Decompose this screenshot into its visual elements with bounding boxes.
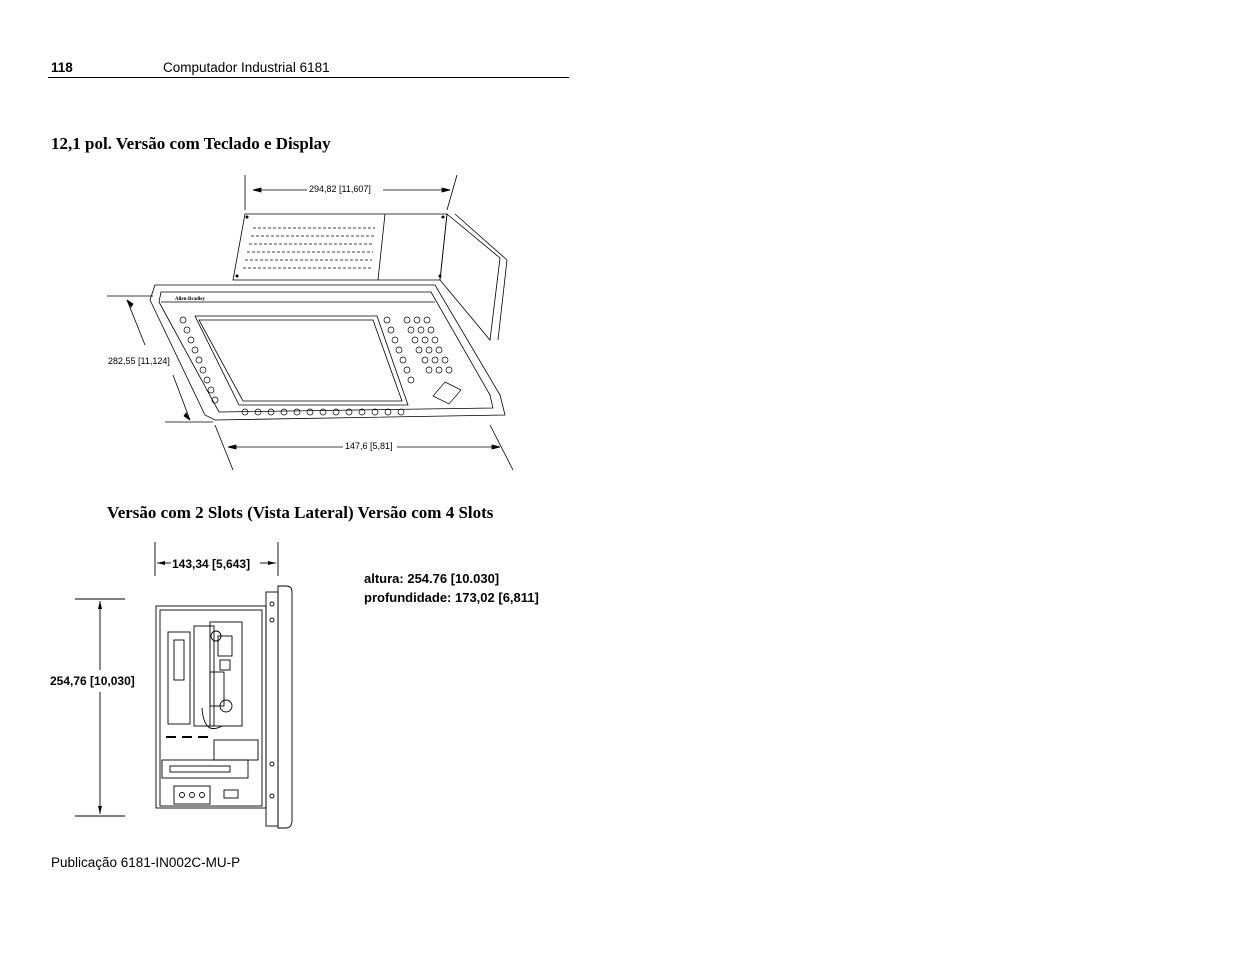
header-rule [48, 77, 569, 78]
dimension-left: 282,55 [11,124] [108, 356, 170, 366]
section-heading-slots: Versão com 2 Slots (Vista Lateral) Versão com 4 Slots [107, 503, 494, 522]
page-number: 118 [51, 60, 73, 75]
section-heading-keyboard-display: 12,1 pol. Versão com Teclado e Display [51, 134, 331, 153]
dimension-top: 294,82 [11,607] [309, 184, 371, 194]
dimension-height: 254,76 [10,030] [50, 674, 135, 688]
running-title: Computador Industrial 6181 [163, 60, 330, 75]
brand-label: Allen-Bradley [175, 297, 205, 302]
spec-height: altura: 254.76 [10.030] [364, 571, 500, 586]
dimension-width: 143,34 [5,643] [172, 557, 251, 571]
keyboard-display-drawing [95, 170, 525, 480]
spec-depth: profundidade: 173,02 [6,811] [364, 590, 539, 605]
dimension-bottom: 147,6 [5,81] [345, 441, 393, 451]
publication-footer: Publicação 6181-IN002C-MU-P [51, 855, 241, 870]
